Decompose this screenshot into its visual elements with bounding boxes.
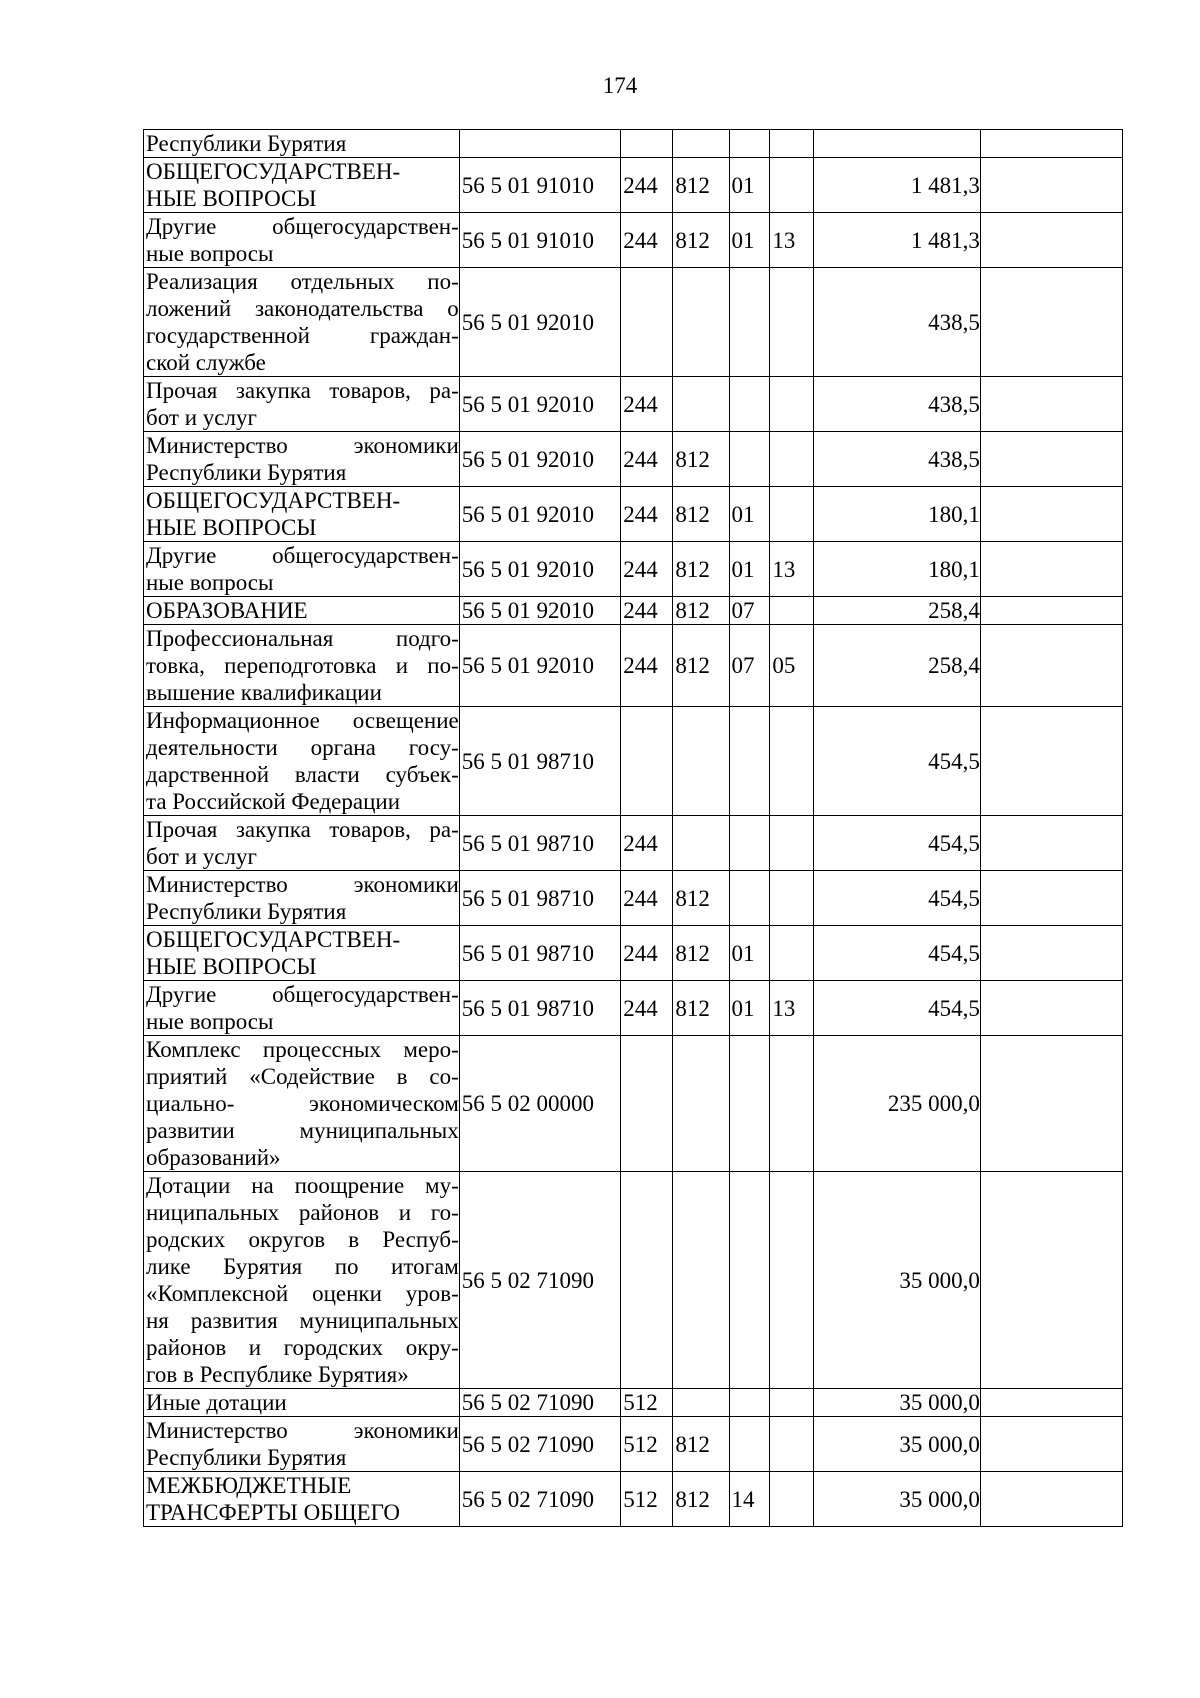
item-name-cell (144, 377, 460, 432)
table-row (144, 926, 1123, 981)
section-code-cell (729, 1417, 770, 1472)
budget-table (143, 129, 1123, 1527)
item-name-line: та Российской Федерации (146, 789, 401, 814)
amount-cell: 1 481,3 (814, 213, 981, 268)
section-code-cell (729, 816, 770, 871)
budget-classification-code-cell: 56 5 02 00000 (459, 1036, 620, 1172)
table-body (144, 130, 1123, 1527)
amount-cell: 35 000,0 (814, 1389, 981, 1417)
page-number: 174 (602, 73, 638, 98)
extra-cell (980, 377, 1122, 432)
subsection-code-cell (770, 268, 814, 377)
item-name-line: Республики Бурятия (146, 899, 347, 924)
budget-classification-code-cell: 56 5 01 98710 (459, 816, 620, 871)
table-row (144, 707, 1123, 816)
extra-cell (980, 487, 1122, 542)
budget-classification-code-cell: 56 5 02 71090 (459, 1389, 620, 1417)
amount-cell: 454,5 (814, 707, 981, 816)
section-code-cell: 14 (729, 1472, 770, 1527)
ministry-code-cell: 812 (673, 926, 729, 981)
ministry-code-cell (673, 268, 729, 377)
item-name-cell (144, 542, 460, 597)
item-name-line: ниципальных районов и го- (146, 1200, 459, 1225)
item-name-cell (144, 981, 460, 1036)
item-name-cell (144, 871, 460, 926)
table-row (144, 268, 1123, 377)
subsection-code-cell: 13 (770, 981, 814, 1036)
section-code-cell (729, 1389, 770, 1417)
item-name-line: ложений законодательства о (146, 296, 459, 321)
budget-classification-code-cell: 56 5 02 71090 (459, 1417, 620, 1472)
table-row (144, 871, 1123, 926)
section-code-cell: 01 (729, 213, 770, 268)
budget-classification-code-cell: 56 5 01 98710 (459, 871, 620, 926)
item-name-cell (144, 1036, 460, 1172)
expense-type-cell: 244 (621, 871, 673, 926)
extra-cell (980, 597, 1122, 625)
subsection-code-cell (770, 377, 814, 432)
item-name-line: НЫЕ ВОПРОСЫ (146, 515, 317, 540)
budget-classification-code-cell: 56 5 01 92010 (459, 597, 620, 625)
subsection-code-cell (770, 487, 814, 542)
amount-cell: 454,5 (814, 816, 981, 871)
extra-cell (980, 625, 1122, 707)
item-name-line: вышение квалификации (146, 680, 382, 705)
amount-cell: 438,5 (814, 268, 981, 377)
subsection-code-cell (770, 1389, 814, 1417)
section-code-cell: 01 (729, 158, 770, 213)
item-name-line: Республики Бурятия (146, 460, 347, 485)
ministry-code-cell (673, 1172, 729, 1389)
table-row (144, 158, 1123, 213)
amount-cell: 1 481,3 (814, 158, 981, 213)
subsection-code-cell (770, 1417, 814, 1472)
extra-cell (980, 268, 1122, 377)
amount-cell: 454,5 (814, 926, 981, 981)
section-code-cell: 01 (729, 487, 770, 542)
amount-cell: 258,4 (814, 625, 981, 707)
item-name-cell (144, 1172, 460, 1389)
expense-type-cell: 244 (621, 816, 673, 871)
section-code-cell: 07 (729, 597, 770, 625)
table-row (144, 981, 1123, 1036)
subsection-code-cell: 13 (770, 542, 814, 597)
item-name-line: ОБЩЕГОСУДАРСТВЕН- (146, 927, 401, 952)
item-name-line: Прочая закупка товаров, ра- (146, 817, 459, 842)
subsection-code-cell (770, 816, 814, 871)
budget-classification-code-cell: 56 5 01 92010 (459, 625, 620, 707)
table-row (144, 542, 1123, 597)
subsection-code-cell: 13 (770, 213, 814, 268)
item-name-line: Другие общегосударствен- (146, 543, 459, 568)
item-name-line: ской службе (146, 350, 266, 375)
extra-cell (980, 1389, 1122, 1417)
item-name-line: Иные дотации (146, 1390, 287, 1415)
budget-classification-code-cell: 56 5 01 92010 (459, 432, 620, 487)
expense-type-cell: 244 (621, 542, 673, 597)
item-name-cell (144, 707, 460, 816)
amount-cell: 180,1 (814, 487, 981, 542)
item-name-cell (144, 268, 460, 377)
item-name-line: МЕЖБЮДЖЕТНЫЕ (146, 1473, 352, 1498)
ministry-code-cell: 812 (673, 597, 729, 625)
extra-cell (980, 542, 1122, 597)
subsection-code-cell (770, 871, 814, 926)
item-name-cell (144, 625, 460, 707)
expense-type-cell (621, 130, 673, 158)
item-name-line: бот и услуг (146, 405, 257, 430)
budget-classification-code-cell: 56 5 01 91010 (459, 213, 620, 268)
item-name-line: НЫЕ ВОПРОСЫ (146, 186, 317, 211)
table-row (144, 1036, 1123, 1172)
budget-classification-code-cell: 56 5 01 92010 (459, 487, 620, 542)
item-name-line: ные вопросы (146, 241, 274, 266)
extra-cell (980, 1036, 1122, 1172)
expense-type-cell: 512 (621, 1472, 673, 1527)
item-name-line: Министерство экономики (146, 433, 459, 458)
item-name-line: Прочая закупка товаров, ра- (146, 378, 459, 403)
ministry-code-cell: 812 (673, 1417, 729, 1472)
item-name-line: ня развития муниципальных (146, 1308, 459, 1333)
amount-cell: 438,5 (814, 377, 981, 432)
item-name-line: Реализация отдельных по- (146, 269, 459, 294)
item-name-line: Дотации на поощрение му- (146, 1173, 459, 1198)
table-row (144, 1417, 1123, 1472)
item-name-line: ные вопросы (146, 1009, 274, 1034)
item-name-line: Республики Бурятия (146, 131, 347, 156)
subsection-code-cell (770, 926, 814, 981)
extra-cell (980, 926, 1122, 981)
item-name-line: бот и услуг (146, 844, 257, 869)
subsection-code-cell (770, 432, 814, 487)
subsection-code-cell (770, 130, 814, 158)
item-name-cell (144, 130, 460, 158)
subsection-code-cell: 05 (770, 625, 814, 707)
amount-cell: 438,5 (814, 432, 981, 487)
ministry-code-cell (673, 707, 729, 816)
subsection-code-cell (770, 158, 814, 213)
item-name-line: Министерство экономики (146, 872, 459, 897)
item-name-cell (144, 1389, 460, 1417)
expense-type-cell: 244 (621, 926, 673, 981)
expense-type-cell: 244 (621, 625, 673, 707)
item-name-line: Информационное освещение (146, 708, 459, 733)
table-row (144, 816, 1123, 871)
extra-cell (980, 213, 1122, 268)
ministry-code-cell: 812 (673, 871, 729, 926)
extra-cell (980, 871, 1122, 926)
item-name-line: «Комплексной оценки уров- (146, 1281, 459, 1306)
item-name-line: ОБРАЗОВАНИЕ (146, 598, 308, 623)
amount-cell: 454,5 (814, 981, 981, 1036)
item-name-cell (144, 926, 460, 981)
item-name-line: Комплекс процессных меро- (146, 1037, 459, 1062)
section-code-cell (729, 1036, 770, 1172)
section-code-cell: 01 (729, 981, 770, 1036)
section-code-cell (729, 707, 770, 816)
expense-type-cell: 512 (621, 1417, 673, 1472)
extra-cell (980, 981, 1122, 1036)
extra-cell (980, 707, 1122, 816)
table-row (144, 597, 1123, 625)
item-name-cell (144, 487, 460, 542)
amount-cell (814, 130, 981, 158)
budget-classification-code-cell: 56 5 01 92010 (459, 542, 620, 597)
section-code-cell: 01 (729, 926, 770, 981)
item-name-line: циально- экономическом (146, 1091, 459, 1116)
table-row (144, 625, 1123, 707)
subsection-code-cell (770, 597, 814, 625)
extra-cell (980, 432, 1122, 487)
item-name-cell (144, 1417, 460, 1472)
table-row (144, 432, 1123, 487)
expense-type-cell (621, 1172, 673, 1389)
item-name-line: Республики Бурятия (146, 1445, 347, 1470)
item-name-line: лике Бурятия по итогам (146, 1254, 459, 1279)
budget-classification-code-cell: 56 5 01 98710 (459, 981, 620, 1036)
table-row (144, 1389, 1123, 1417)
item-name-line: государственной граждан- (146, 323, 459, 348)
table-row (144, 487, 1123, 542)
amount-cell: 35 000,0 (814, 1472, 981, 1527)
budget-classification-code-cell: 56 5 01 91010 (459, 158, 620, 213)
item-name-line: ные вопросы (146, 570, 274, 595)
budget-classification-code-cell: 56 5 01 98710 (459, 926, 620, 981)
item-name-line: ТРАНСФЕРТЫ ОБЩЕГО (146, 1500, 401, 1525)
expense-type-cell (621, 707, 673, 816)
item-name-line: гов в Республике Бурятия» (146, 1362, 409, 1387)
item-name-line: ОБЩЕГОСУДАРСТВЕН- (146, 159, 401, 184)
budget-classification-code-cell: 56 5 01 92010 (459, 377, 620, 432)
amount-cell: 258,4 (814, 597, 981, 625)
item-name-cell (144, 158, 460, 213)
expense-type-cell: 244 (621, 597, 673, 625)
ministry-code-cell (673, 377, 729, 432)
ministry-code-cell (673, 816, 729, 871)
section-code-cell: 07 (729, 625, 770, 707)
item-name-line: деятельности органа госу- (146, 735, 459, 760)
ministry-code-cell: 812 (673, 625, 729, 707)
ministry-code-cell (673, 1036, 729, 1172)
section-code-cell (729, 130, 770, 158)
ministry-code-cell: 812 (673, 487, 729, 542)
budget-classification-code-cell (459, 130, 620, 158)
expense-type-cell: 244 (621, 377, 673, 432)
item-name-line: ОБЩЕГОСУДАРСТВЕН- (146, 488, 401, 513)
budget-classification-code-cell: 56 5 02 71090 (459, 1472, 620, 1527)
item-name-line: Другие общегосударствен- (146, 214, 459, 239)
subsection-code-cell (770, 1172, 814, 1389)
section-code-cell (729, 268, 770, 377)
table-row (144, 377, 1123, 432)
section-code-cell (729, 871, 770, 926)
item-name-cell (144, 1472, 460, 1527)
table-row (144, 213, 1123, 268)
expense-type-cell: 244 (621, 487, 673, 542)
item-name-line: родских округов в Респуб- (146, 1227, 459, 1252)
table-row (144, 1172, 1123, 1389)
subsection-code-cell (770, 1472, 814, 1527)
ministry-code-cell: 812 (673, 158, 729, 213)
extra-cell (980, 816, 1122, 871)
item-name-line: районов и городских окру- (146, 1335, 459, 1360)
item-name-line: НЫЕ ВОПРОСЫ (146, 954, 317, 979)
ministry-code-cell: 812 (673, 213, 729, 268)
expense-type-cell (621, 268, 673, 377)
item-name-line: развитии муниципальных (146, 1118, 459, 1143)
item-name-line: Другие общегосударствен- (146, 982, 459, 1007)
item-name-line: образований» (146, 1145, 281, 1170)
amount-cell: 35 000,0 (814, 1417, 981, 1472)
expense-type-cell: 244 (621, 158, 673, 213)
expense-type-cell: 244 (621, 213, 673, 268)
amount-cell: 454,5 (814, 871, 981, 926)
item-name-cell (144, 597, 460, 625)
ministry-code-cell: 812 (673, 981, 729, 1036)
table-row (144, 130, 1123, 158)
subsection-code-cell (770, 707, 814, 816)
expense-type-cell: 512 (621, 1389, 673, 1417)
item-name-line: товка, переподготовка и по- (146, 653, 459, 678)
section-code-cell: 01 (729, 542, 770, 597)
section-code-cell (729, 1172, 770, 1389)
item-name-line: Профессиональная подго- (146, 626, 459, 651)
ministry-code-cell: 812 (673, 1472, 729, 1527)
subsection-code-cell (770, 1036, 814, 1172)
budget-classification-code-cell: 56 5 01 92010 (459, 268, 620, 377)
extra-cell (980, 1172, 1122, 1389)
expense-type-cell (621, 1036, 673, 1172)
section-code-cell (729, 432, 770, 487)
item-name-cell (144, 213, 460, 268)
extra-cell (980, 158, 1122, 213)
expense-type-cell: 244 (621, 432, 673, 487)
ministry-code-cell: 812 (673, 542, 729, 597)
extra-cell (980, 1417, 1122, 1472)
extra-cell (980, 130, 1122, 158)
item-name-cell (144, 432, 460, 487)
extra-cell (980, 1472, 1122, 1527)
item-name-line: приятий «Содействие в со- (146, 1064, 459, 1089)
amount-cell: 180,1 (814, 542, 981, 597)
item-name-cell (144, 816, 460, 871)
ministry-code-cell (673, 130, 729, 158)
table-row (144, 1472, 1123, 1527)
item-name-line: дарственной власти субъек- (146, 762, 459, 787)
budget-classification-code-cell: 56 5 01 98710 (459, 707, 620, 816)
amount-cell: 35 000,0 (814, 1172, 981, 1389)
budget-classification-code-cell: 56 5 02 71090 (459, 1172, 620, 1389)
expense-type-cell: 244 (621, 981, 673, 1036)
ministry-code-cell: 812 (673, 432, 729, 487)
section-code-cell (729, 377, 770, 432)
amount-cell: 235 000,0 (814, 1036, 981, 1172)
item-name-line: Министерство экономики (146, 1418, 459, 1443)
ministry-code-cell (673, 1389, 729, 1417)
